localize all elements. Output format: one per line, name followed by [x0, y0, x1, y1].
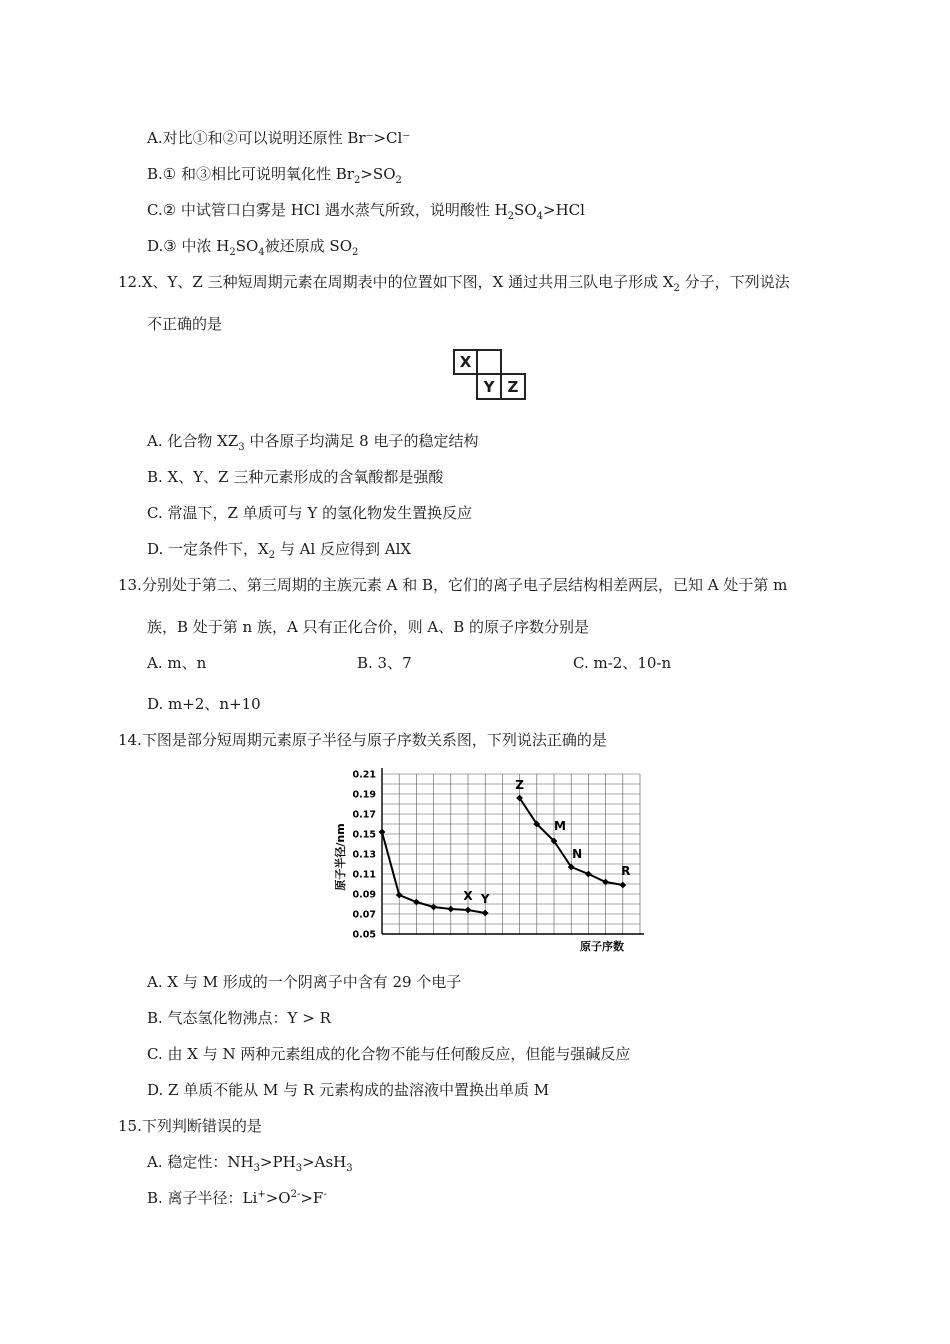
point-label-n: N — [572, 847, 583, 861]
q13-option-d: D. m+2、n+10 — [147, 695, 261, 713]
q13-option-b: B. 3、7 — [357, 654, 412, 672]
q15-stem: 15.下列判断错误的是 — [118, 1117, 262, 1135]
q13-stem-line2: 族，B 处于第 n 族，A 只有正化合价，则 A、B 的原子序数分别是 — [147, 618, 589, 636]
q15-option-b: B. 离子半径：$Li^+>O^{2-}>F^-$ — [147, 1189, 327, 1207]
q14-option-b: B. 气态氢化物沸点：Y > R — [147, 1009, 331, 1027]
point-label-r: R — [621, 864, 631, 878]
x-axis-label: 原子序数 — [580, 940, 624, 953]
q15-option-a: A. 稳定性：$NH_3>PH_3>AsH_3$ — [147, 1153, 353, 1174]
point-label-y: Y — [480, 892, 490, 906]
data-point — [447, 906, 454, 913]
point-label-z: Z — [515, 778, 524, 792]
q12-option-d: D. 一定条件下，$X_2$ 与 Al 反应得到 AlX — [147, 540, 412, 561]
y-tick-label: 0.17 — [352, 809, 376, 821]
point-label-m: M — [554, 819, 566, 833]
y-tick-label: 0.19 — [352, 789, 376, 801]
data-point — [602, 879, 609, 886]
data-point — [585, 871, 592, 878]
y-tick-label: 0.13 — [352, 849, 376, 861]
q11-option-b: B.① 和③相比可说明氧化性 $Br_2>SO_2$ — [147, 165, 402, 186]
point-label-x: X — [463, 889, 473, 903]
cell-blank — [476, 349, 502, 375]
data-point — [482, 910, 489, 917]
q14-option-d: D. Z 单质不能从 M 与 R 元素构成的盐溶液中置换出单质 M — [147, 1081, 550, 1099]
cell-y: Y — [476, 373, 502, 400]
data-point — [619, 882, 626, 889]
q11-option-d: D.③ 中浓 $H_2SO_4$被还原成 $SO_2$ — [147, 237, 359, 258]
data-point — [396, 892, 403, 899]
data-point — [379, 829, 386, 836]
y-tick-label: 0.11 — [352, 869, 376, 881]
q14-option-a: A. X 与 M 形成的一个阴离子中含有 29 个电子 — [147, 973, 462, 991]
atomic-radius-chart — [330, 762, 650, 954]
q11-option-a: A.对比①和②可以说明还原性 Br⁻>Cl⁻ — [147, 129, 411, 147]
data-point — [465, 907, 472, 914]
q11-option-c: C.② 中试管口白雾是 HCl 遇水蒸气所致，说明酸性 $H_2SO_4>HCl$ — [147, 201, 585, 222]
q12-option-b: B. X、Y、Z 三种元素形成的含氧酸都是强酸 — [147, 468, 444, 486]
y-tick-label: 0.15 — [352, 829, 376, 841]
data-point — [413, 899, 420, 906]
q12-option-a: A. 化合物 $XZ_3$ 中各原子均满足 8 电子的稳定结构 — [147, 432, 479, 453]
q12-stem-line1: 12.X、Y、Z 三种短周期元素在周期表中的位置如下图，X 通过共用三队电子形成 $X_2$ 分子，下列说法 — [118, 273, 790, 294]
y-tick-label: 0.07 — [352, 909, 376, 921]
cell-z: Z — [500, 373, 526, 400]
q13-option-c: C. m-2、10-n — [573, 654, 672, 672]
q14-stem: 14.下图是部分短周期元素原子半径与原子序数关系图，下列说法正确的是 — [118, 731, 607, 749]
q13-option-a: A. m、n — [147, 654, 207, 672]
y-tick-label: 0.05 — [352, 929, 376, 941]
y-tick-label: 0.09 — [352, 889, 376, 901]
q13-stem-line1: 13.分别处于第二、第三周期的主族元素 A 和 B，它们的离子电子层结构相差两层，已知 A 处于第 m — [118, 576, 788, 594]
q12-stem-line2: 不正确的是 — [147, 315, 223, 333]
y-tick-label: 0.21 — [352, 769, 376, 781]
data-point — [430, 904, 437, 911]
cell-x: X — [453, 349, 478, 375]
q12-option-c: C. 常温下，Z 单质可与 Y 的氢化物发生置换反应 — [147, 504, 473, 522]
y-axis-label: 原子半径/nm — [334, 823, 347, 891]
q14-option-c: C. 由 X 与 N 两种元素组成的化合物不能与任何酸反应，但能与强碱反应 — [147, 1045, 631, 1063]
